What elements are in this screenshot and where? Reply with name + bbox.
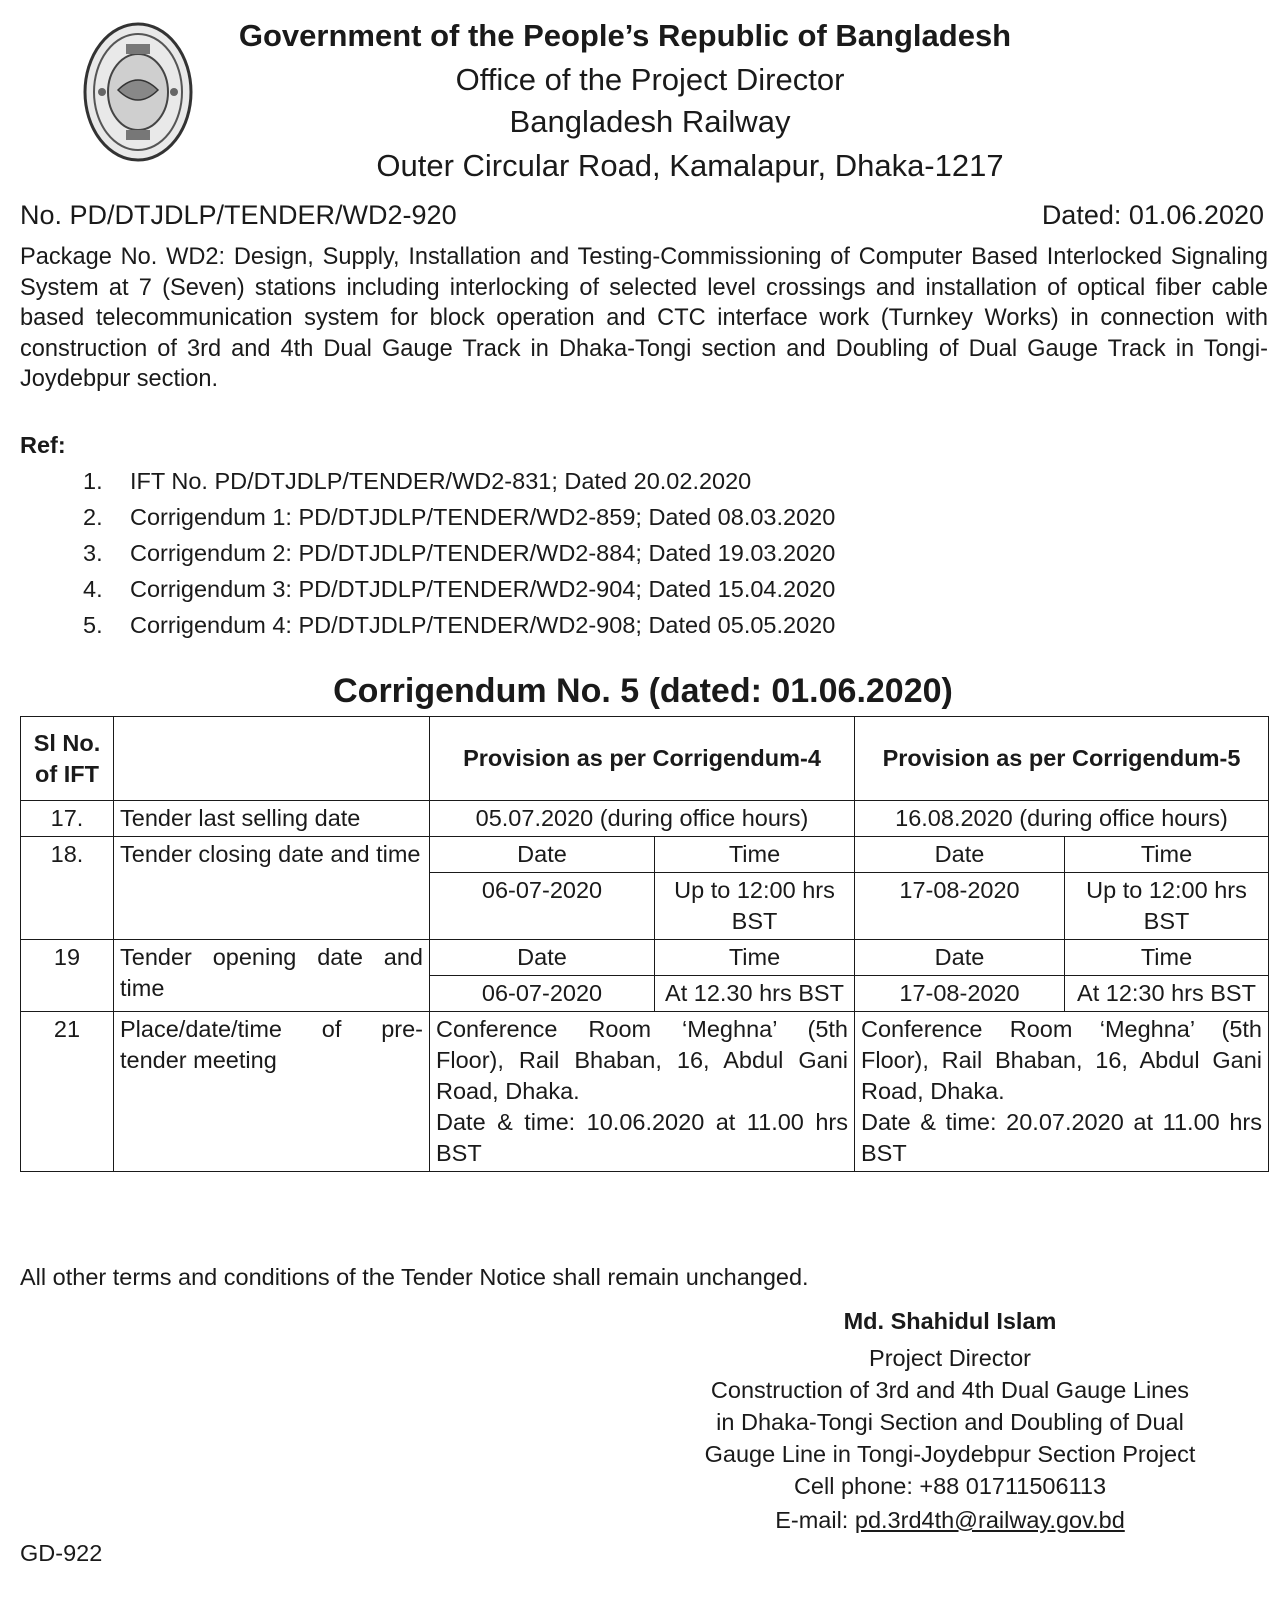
project-line-1: Construction of 3rd and 4th Dual Gauge Lines [710, 1377, 1190, 1403]
project-line-2: in Dhaka-Tongi Section and Doubling of Dual [716, 1409, 1184, 1435]
table-header-row [21, 717, 1269, 801]
pre-tender-meeting-c4: Conference Room ‘Meghna’ (5th Floor), Rail Bhaban, 16, Abdul Gani Road, Dhaka. Date & time: 10.06.2020 at 11.00 hrs BST [430, 1012, 855, 1172]
email-line: E-mail: pd.3rd4th@railway.gov.bd [775, 1507, 1125, 1533]
table-row: 19 Tender opening date and time Date Time Date Time [21, 940, 1269, 976]
reference-item: 2. Corrigendum 1: PD/DTJDLP/TENDER/WD2-859; Dated 08.03.2020 [83, 504, 836, 530]
reference-item: 4. Corrigendum 3: PD/DTJDLP/TENDER/WD2-904; Dated 15.04.2020 [83, 576, 836, 602]
table-row: 18. Tender closing date and time Date Time Date Time [21, 837, 1269, 873]
corrigendum-title: Corrigendum No. 5 (dated: 01.06.2020) [333, 672, 953, 710]
header-corrigendum-4: Provision as per Corrigendum-4 [430, 717, 855, 801]
header-item [114, 717, 430, 801]
provisions-table [20, 716, 1269, 1172]
header-office: Office of the Project Director [455, 62, 845, 97]
email-link[interactable]: pd.3rd4th@railway.gov.bd [854, 1507, 1125, 1533]
header-corrigendum-5: Provision as per Corrigendum-5 [855, 717, 1269, 801]
table-row: 21 Place/date/time of pre-tender meeting Conference Room ‘Meghna’ (5th Floor), Rail Bhaban, 16, Abdul Gani Road, Dhaka. Date & time: 10.06.2020 at 11.00 hrs BST Conference Room ‘Meghna’ (5th Floor), Rail Bhaban, 16, Abdul Gani Road, Dhaka. Date & time: 20.07.2020 at 11.00 hrs BST [21, 1012, 1269, 1172]
header-government: Government of the People’s Republic of Bangladesh [238, 18, 1012, 53]
package-description: Package No. WD2: Design, Supply, Installation and Testing-Commissioning of Computer Based Interlocked Signaling System at 7 (Seven) stations including interlocking of selected level crossings and installation of optical fiber cable based telecommunication system for block operation and CTC interface work (Turnkey Works) in connection with construction of 3rd and 4th Dual Gauge Track in Dhaka-Tongi section and Doubling of Dual Gauge Track in Tongi-Joydebpur section. [20, 244, 1268, 392]
reference-list [83, 468, 835, 648]
project-line-3: Gauge Line in Tongi-Joydebpur Section Project [704, 1441, 1196, 1467]
header-organization: Bangladesh Railway [509, 104, 791, 139]
ref-heading: Ref: [20, 432, 66, 458]
pre-tender-meeting-c5: Conference Room ‘Meghna’ (5th Floor), Rail Bhaban, 16, Abdul Gani Road, Dhaka. Date & time: 20.07.2020 at 11.00 hrs BST [855, 1012, 1269, 1172]
table-row: 06-07-2020 Up to 12:00 hrs BST 17-08-2020 Up to 12:00 hrs BST [21, 873, 1269, 940]
reference-number: No. PD/DTJDLP/TENDER/WD2-920 [20, 200, 457, 230]
table-row: 06-07-2020 At 12.30 hrs BST 17-08-2020 At 12:30 hrs BST [21, 976, 1269, 1012]
table-row: 17. Tender last selling date 05.07.2020 (during office hours) 16.08.2020 (during office hours) [21, 801, 1269, 837]
reference-item: 5. Corrigendum 4: PD/DTJDLP/TENDER/WD2-908; Dated 05.05.2020 [83, 612, 836, 638]
header-sl-no: Sl No. of IFT [21, 717, 114, 801]
notice-date: Dated: 01.06.2020 [1041, 200, 1264, 230]
signatory-title: Project Director [869, 1345, 1031, 1371]
cell-phone: Cell phone: +88 01711506113 [793, 1473, 1107, 1499]
reference-item: 1. IFT No. PD/DTJDLP/TENDER/WD2-831; Dated 20.02.2020 [83, 468, 752, 494]
header-address: Outer Circular Road, Kamalapur, Dhaka-1217 [376, 148, 1004, 183]
reference-item: 3. Corrigendum 2: PD/DTJDLP/TENDER/WD2-884; Dated 19.03.2020 [83, 540, 836, 566]
signatory-name: Md. Shahidul Islam [843, 1308, 1057, 1334]
remaining-terms-note: All other terms and conditions of the Tender Notice shall remain unchanged. [20, 1264, 809, 1290]
gd-code: GD-922 [20, 1540, 103, 1566]
